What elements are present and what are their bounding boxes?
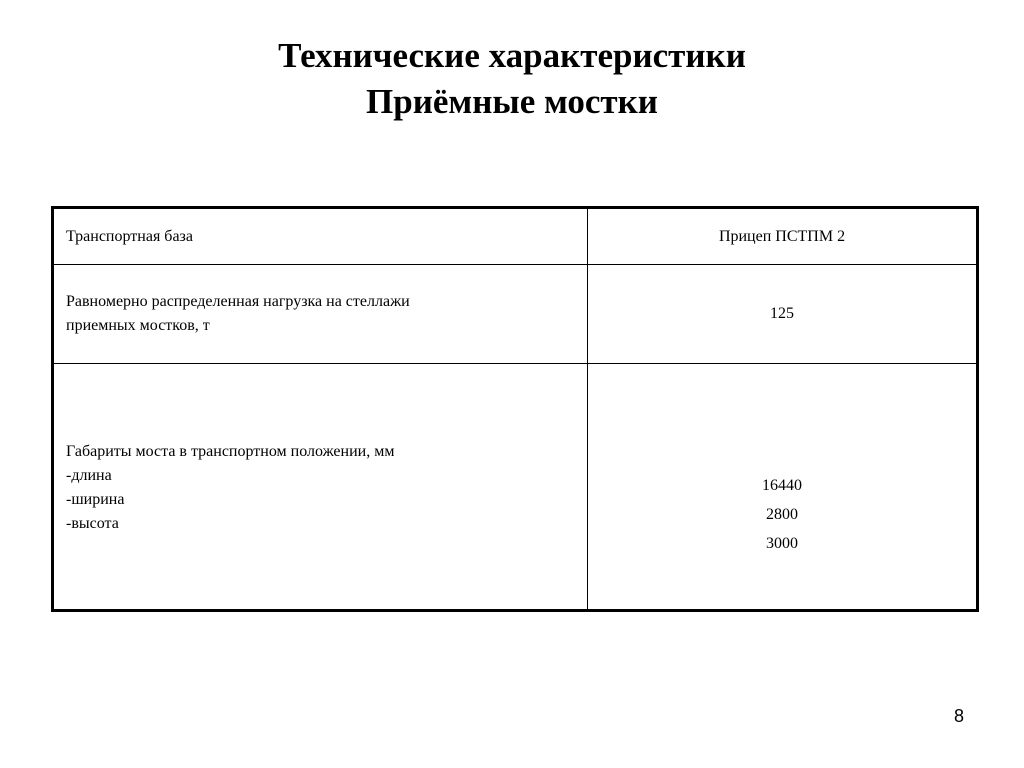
- value-cell: [588, 265, 978, 364]
- param-cell: [53, 364, 588, 611]
- param-cell: [53, 265, 588, 364]
- page-number: 8: [953, 706, 964, 726]
- param-text: -ширина: [66, 491, 125, 508]
- value-text: 125: [770, 305, 794, 322]
- title-line-1: Технические характеристики: [278, 36, 746, 75]
- value-text: 3000: [766, 535, 798, 552]
- value-text: 2800: [766, 506, 798, 523]
- specifications-table: [51, 206, 979, 612]
- title-line-2: Приёмные мостки: [366, 82, 658, 121]
- table-row-transport-base: [53, 208, 978, 265]
- slide-title: [0, 33, 1024, 125]
- param-cell: [53, 208, 588, 265]
- value-text: Прицеп ПСТПМ 2: [718, 227, 846, 245]
- param-text: приемных мостков, т: [66, 317, 210, 334]
- table-row-dimensions: [53, 364, 978, 611]
- value-text: 16440: [762, 477, 802, 494]
- param-text: -высота: [66, 515, 119, 532]
- param-text: Равномерно распределенная нагрузка на стеллажи: [66, 293, 410, 310]
- param-text: Транспортная база: [66, 227, 193, 245]
- value-cell: [588, 208, 978, 265]
- value-cell: [588, 364, 978, 611]
- param-text: -длина: [66, 467, 112, 484]
- table-row-load: [53, 265, 978, 364]
- param-text: Габариты моста в транспортном положении, мм: [66, 443, 395, 460]
